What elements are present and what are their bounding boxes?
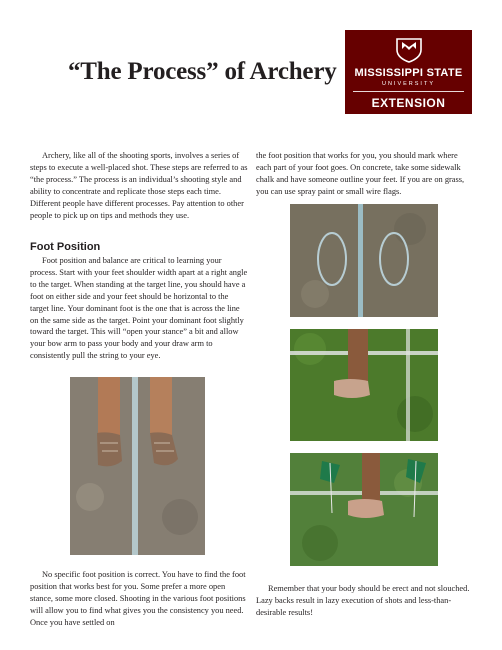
intro-paragraph: Archery, like all of the shooting sports, involves a series of steps to execute a well-placed shot. These steps are referred to as “the process.” The process is an individual’s shooting style and ability to concentrate and replicate those steps each time. Different people have different processes. Pay attention to other people to pick up on tips and methods they use. [30,151,248,220]
section-heading-foot-position: Foot Position [30,241,101,253]
msu-extension-logo [345,30,472,114]
continuation-paragraph: the foot position that works for you, you should mark where each part of your foot goes. On concrete, take some sidewalk chalk and have someone outline your feet. If you are on grass, you can use spray paint or small wire flags. [256,151,465,196]
shield-icon [394,37,424,63]
logo-extension-label: EXTENSION [371,96,446,110]
chalk-foot-outline-photo [290,204,438,317]
logo-university-label: UNIVERSITY [381,81,435,87]
logo-university-name: MISSISSIPPI STATE [354,67,463,79]
no-specific-position-paragraph: No specific foot position is correct. You have to find the foot position that works best for you. Some prefer a more open stance, some more closed. Shooting in the various foot positions will allow you to find what gives you the consistency you need. Once you have settled on [30,570,246,627]
feet-on-concrete-photo [70,377,205,555]
foot-position-paragraph: Foot position and balance are critical to learning your process. Start with your feet shoulder width apart at a right angle to the target. When standing at the target line, you should have a foot on either side and your feet should be horizontal to the target line. Your dominant foot is the one that is across the line on the same side as the target. Point your dominant foot slightly toward the target. This will “open your stance” a bit and allow your bow arm to pass your body and your draw arm to consistently pull the string to your eye. [30,256,248,361]
remember-paragraph: Remember that your body should be erect and not slouched. Lazy backs result in lazy execution of shots and less-than-desirable results! [256,584,470,617]
logo-divider [353,91,464,92]
feet-on-grass-photo [290,329,438,441]
flags-on-grass-photo [290,453,438,566]
page-title: “The Process” of Archery [68,58,337,85]
